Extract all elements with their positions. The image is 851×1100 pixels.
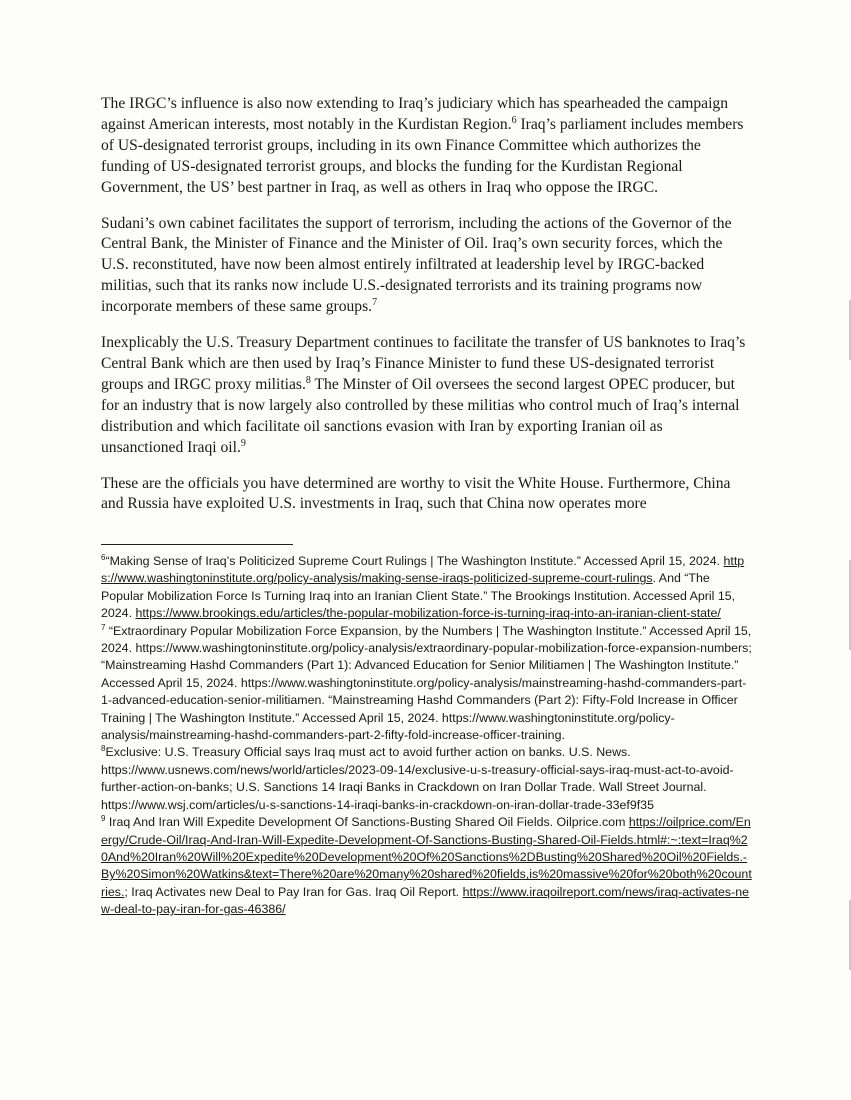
paragraph (101, 214, 746, 319)
footnote-reference: 6 (101, 552, 106, 562)
footnote-reference: 7 (101, 622, 106, 632)
footnote-7 (101, 623, 753, 745)
footnote-reference: 9 (101, 813, 106, 823)
text-run: The IRGC’s influence is also now extending to Iraq’s judiciary which has spearheaded the campaign against American interests, most notably in the Kurdistan Region. (101, 95, 729, 133)
footnote-reference: 8 (305, 374, 311, 386)
paragraph (101, 94, 746, 199)
footnote-link[interactable]: https://oilprice.com/Energy/Crude-Oil/Iraq-And-Iran-Will-Expedite-Development-Of-Sanctions-Busting-Shared-Oil-Fields.html#:~:text=Iraq%20And%20Iran%20Will%20Expedite%20Development%20Of%20Sanctions%2DBusting%20Shared%20Oil%20Fields.-By%20Simon%20Watkins&text=There%20are%20many%20shared%20fields,is%20massive%20for%20both%20countries. (101, 815, 752, 899)
footnote-reference: 9 (240, 437, 246, 449)
footnote-link[interactable]: https://www.brookings.edu/articles/the-popular-mobilization-force-is-turning-iraq-into-an-iranian-client-state/ (135, 606, 721, 621)
text-run: “Making Sense of Iraq’s Politicized Supreme Court Rulings | The Washington Institute.” Accessed April 15, 2024. (105, 554, 724, 568)
footnote-link[interactable]: https://www.washingtoninstitute.org/policy-analysis/making-sense-iraqs-politicized-supreme-court-rulings (101, 554, 745, 586)
text-run: ; Iraq Activates new Deal to Pay Iran for Gas. Iraq Oil Report. (124, 884, 463, 899)
body-text (101, 94, 746, 530)
footnote-reference: 8 (101, 744, 106, 754)
paragraph (101, 333, 746, 458)
footnote-9 (101, 814, 753, 918)
text-run: Inexplicably the U.S. Treasury Department continues to facilitate the transfer of US banknotes to Iraq’s Central Bank which are then used by Iraq’s Finance Minister to fund these US-designated terrorist groups and IRGC proxy militias. (101, 334, 746, 393)
footnotes (101, 553, 753, 919)
text-run: Iraq’s parliament includes members of US-designated terrorist groups, including in its own Finance Committee which authorizes the funding of US-designated terrorist groups, and blocks the funding for the Kurdistan Regional Government, the US’ best partner in Iraq, as well as others in Iraq who oppose the IRGC. (101, 115, 744, 196)
text-run: These are the officials you have determined are worthy to visit the White House. Furthermore, China and Russia have exploited U.S. investments in Iraq, such that China now operates more (101, 474, 731, 513)
footnote-link[interactable]: https://www.iraqoilreport.com/news/iraq-activates-new-deal-to-pay-iran-for-gas-46386/ (101, 884, 750, 917)
text-run: Sudani’s own cabinet facilitates the support of terrorism, including the actions of the Governor of the Central Bank, the Minister of Finance and the Minister of Oil. Iraq’s own security forces, which the U.S. reconstituted, have now been almost entirely infiltrated at leadership level by IRGC-backed militias, such that its ranks now include U.S.-designated terrorists and its training programs now incorporate members of these same groups. (101, 214, 732, 316)
footnote-6 (101, 553, 753, 623)
text-run: Exclusive: U.S. Treasury Official says Iraq must act to avoid further action on banks. U.S. News. https://www.usnews.com/news/world/articles/2023-09-14/exclusive-u-s-treasury-official-says-iraq-must-act-to-avoid-further-action-on-banks; U.S. Sanctions 14 Iraqi Banks in Crackdown on Iran Dollar Trade. Wall Street Journal. https://www.wsj.com/articles/u-s-sanctions-14-iraqi-banks-in-crackdown-on-iran-dollar-trade-33ef9f35 (101, 745, 734, 812)
footnote-reference: 6 (511, 114, 517, 126)
text-run: . And “The Popular Mobilization Force Is Turning Iraq into an Iranian Client State.” The Brookings Institution. Accessed April 15, 2024. (101, 571, 736, 621)
text-run: Iraq And Iran Will Expedite Development Of Sanctions-Busting Shared Oil Fields. Oilprice.com (105, 815, 629, 830)
footnote-reference: 7 (372, 296, 378, 308)
footnote-8 (101, 744, 753, 814)
text-run: The Minster of Oil oversees the second largest OPEC producer, but for an industry that is now largely also controlled by these militias who control much of Iraq’s internal distribution and which facilitate oil sanctions evasion with Iran by exporting Iranian oil as unsanctioned Iraqi oil. (101, 375, 740, 456)
paragraph (101, 474, 746, 516)
footnote-separator (101, 544, 293, 545)
text-run: “Extraordinary Popular Mobilization Force Expansion, by the Numbers | The Washington Institute.” Accessed April 15, 2024. https://www.washingtoninstitute.org/policy-analysis/extraordinary-popular-mobilization-force-expansion-numbers; “Mainstreaming Hashd Commanders (Part 1): Advanced Education for Senior Militiamen | The Washington Institute.” Accessed April 15, 2024. https://www.washingtoninstitute.org/policy-analysis/mainstreaming-hashd-commanders-part-1-advanced-education-senior-militiamen. “Mainstreaming Hashd Commanders (Part 2): Fifty-Fold Increase in Officer Training | The Washington Institute.” Accessed April 15, 2024. https://www.washingtoninstitute.org/policy-analysis/mainstreaming-hashd-commanders-part-2-fifty-fold-increase-officer-training. (101, 623, 752, 743)
